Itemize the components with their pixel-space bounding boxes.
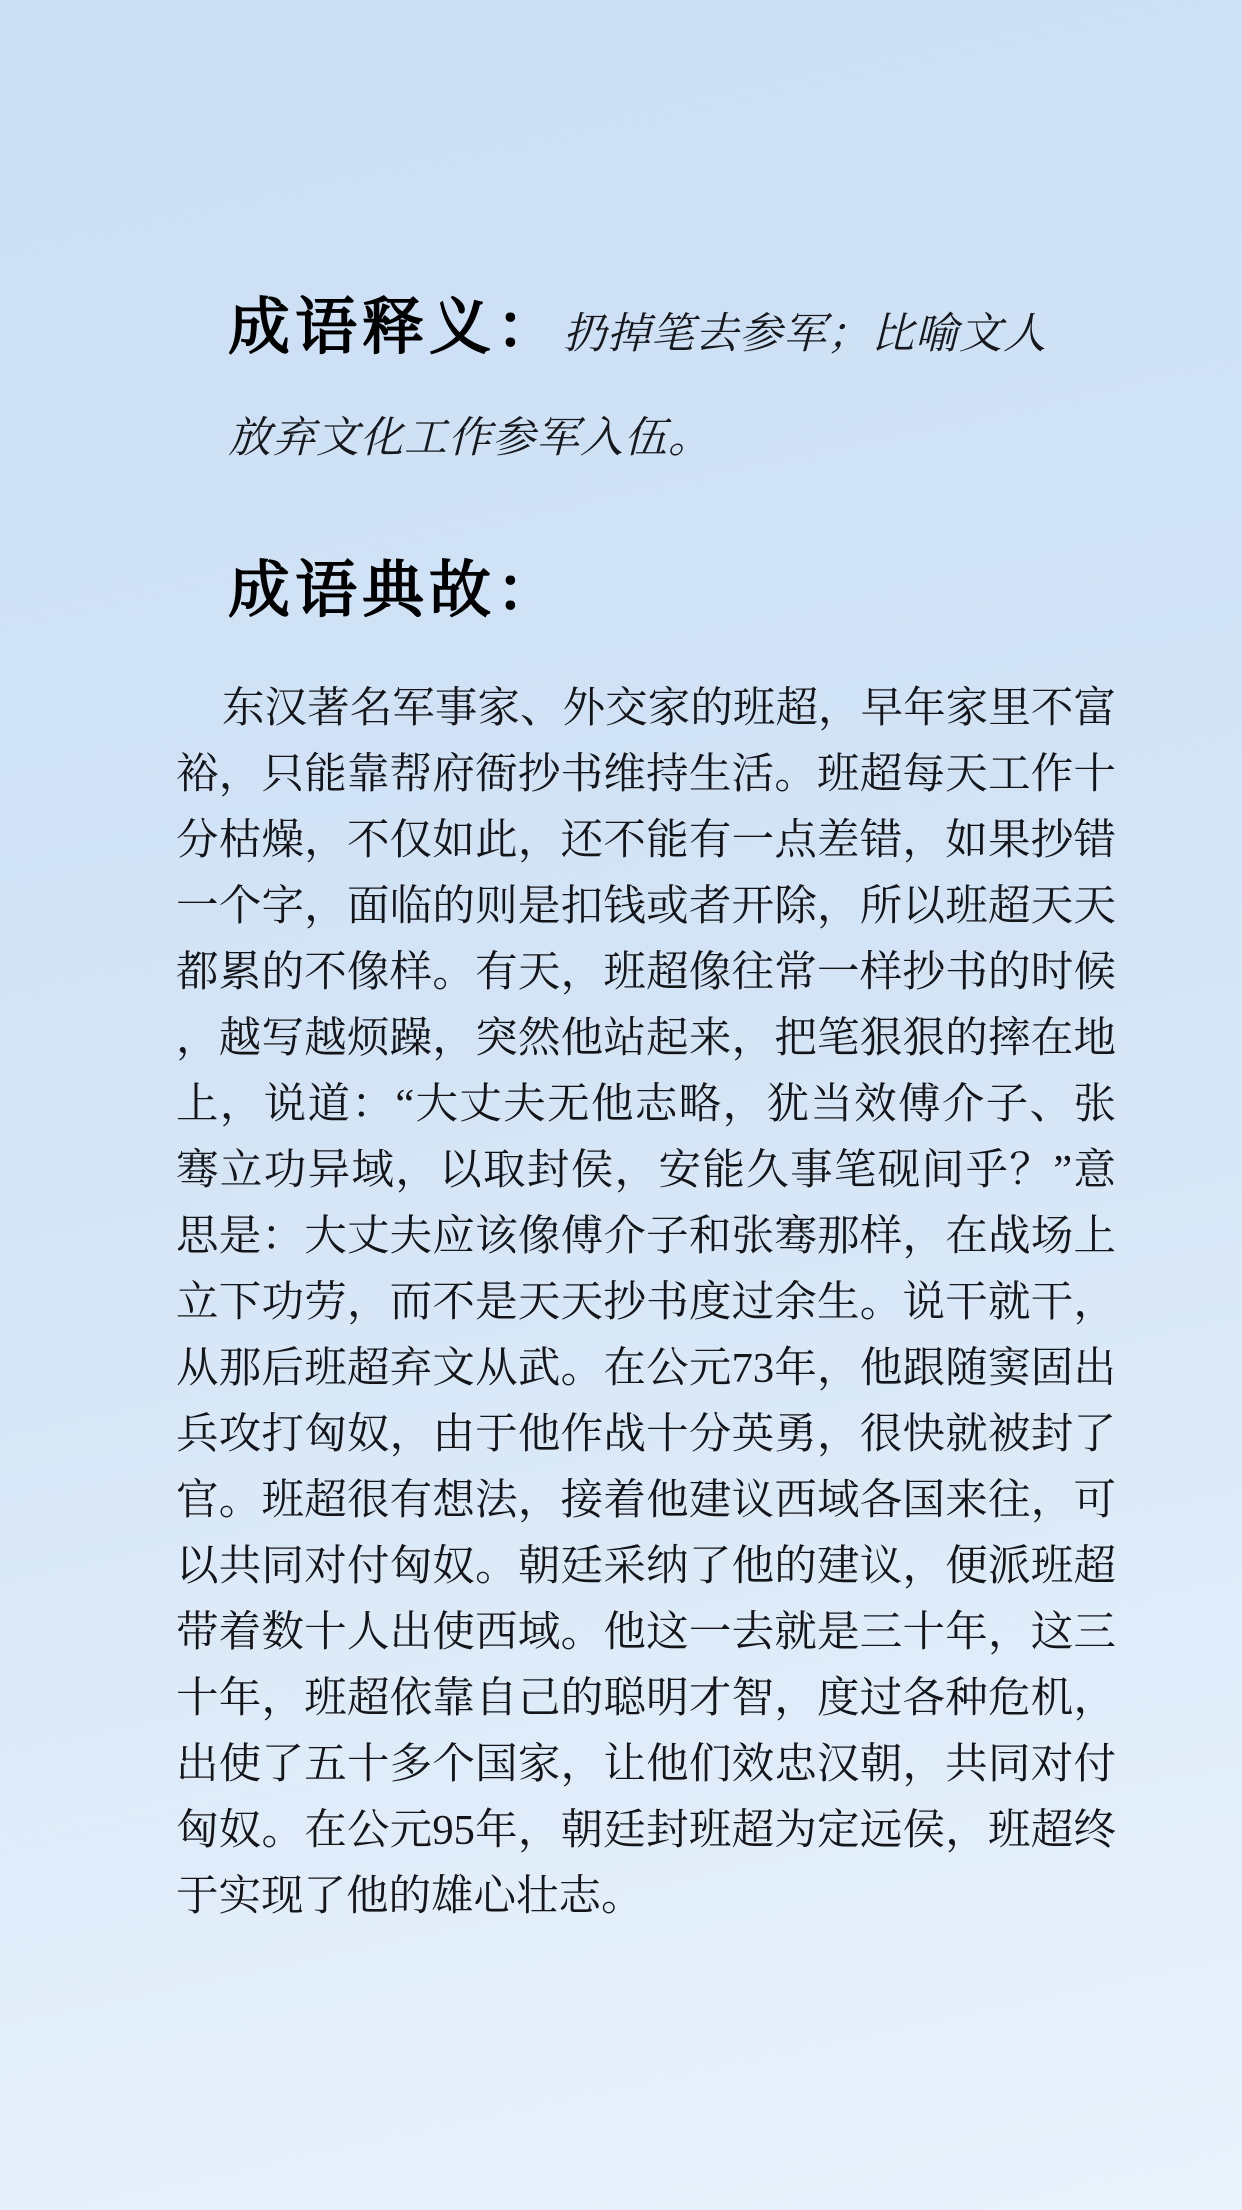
story-body: 东汉著名军事家、外交家的班超，早年家里不富裕，只能靠帮府衙抄书维持生活。班超每天工作十分枯燥，不仅如此，还不能有一点差错，如果抄错一个字，面临的则是扣钱或者开除，所以班超天天都累的不像样。有天，班超像往常一样抄书的时候，越写越烦躁，突然他站起来，把笔狠狠的摔在地上，说道：“大丈夫无他志略，犹当效傅介子、张骞立功异域，以取封侯，安能久事笔砚间乎？”意思是：大丈夫应该像傅介子和张骞那样，在战场上立下功劳，而不是天天抄书度过余生。说干就干，从那后班超弃文从武。在公元73年，他跟随窦固出兵攻打匈奴，由于他作战十分英勇，很快就被封了官。班超很有想法，接着他建议西域各国来往，可以共同对付匈奴。朝廷采纳了他的建议，便派班超带着数十人出使西域。他这一去就是三十年，这三十年，班超依靠自己的聪明才智，度过各种危机，出使了五十多个国家，让他们效忠汉朝，共同对付匈奴。在公元95年，朝廷封班超为定远侯，班超终于实现了他的雄心壮志。 — [176, 685, 1116, 1920]
definition-paragraph — [228, 276, 1078, 491]
story-heading: 成语典故： — [228, 557, 564, 625]
definition-text: 扔掉笔去参军；比喻文人放弃文化工作参军入伍。 — [228, 311, 1048, 462]
definition-heading: 成语释义： — [228, 294, 564, 362]
